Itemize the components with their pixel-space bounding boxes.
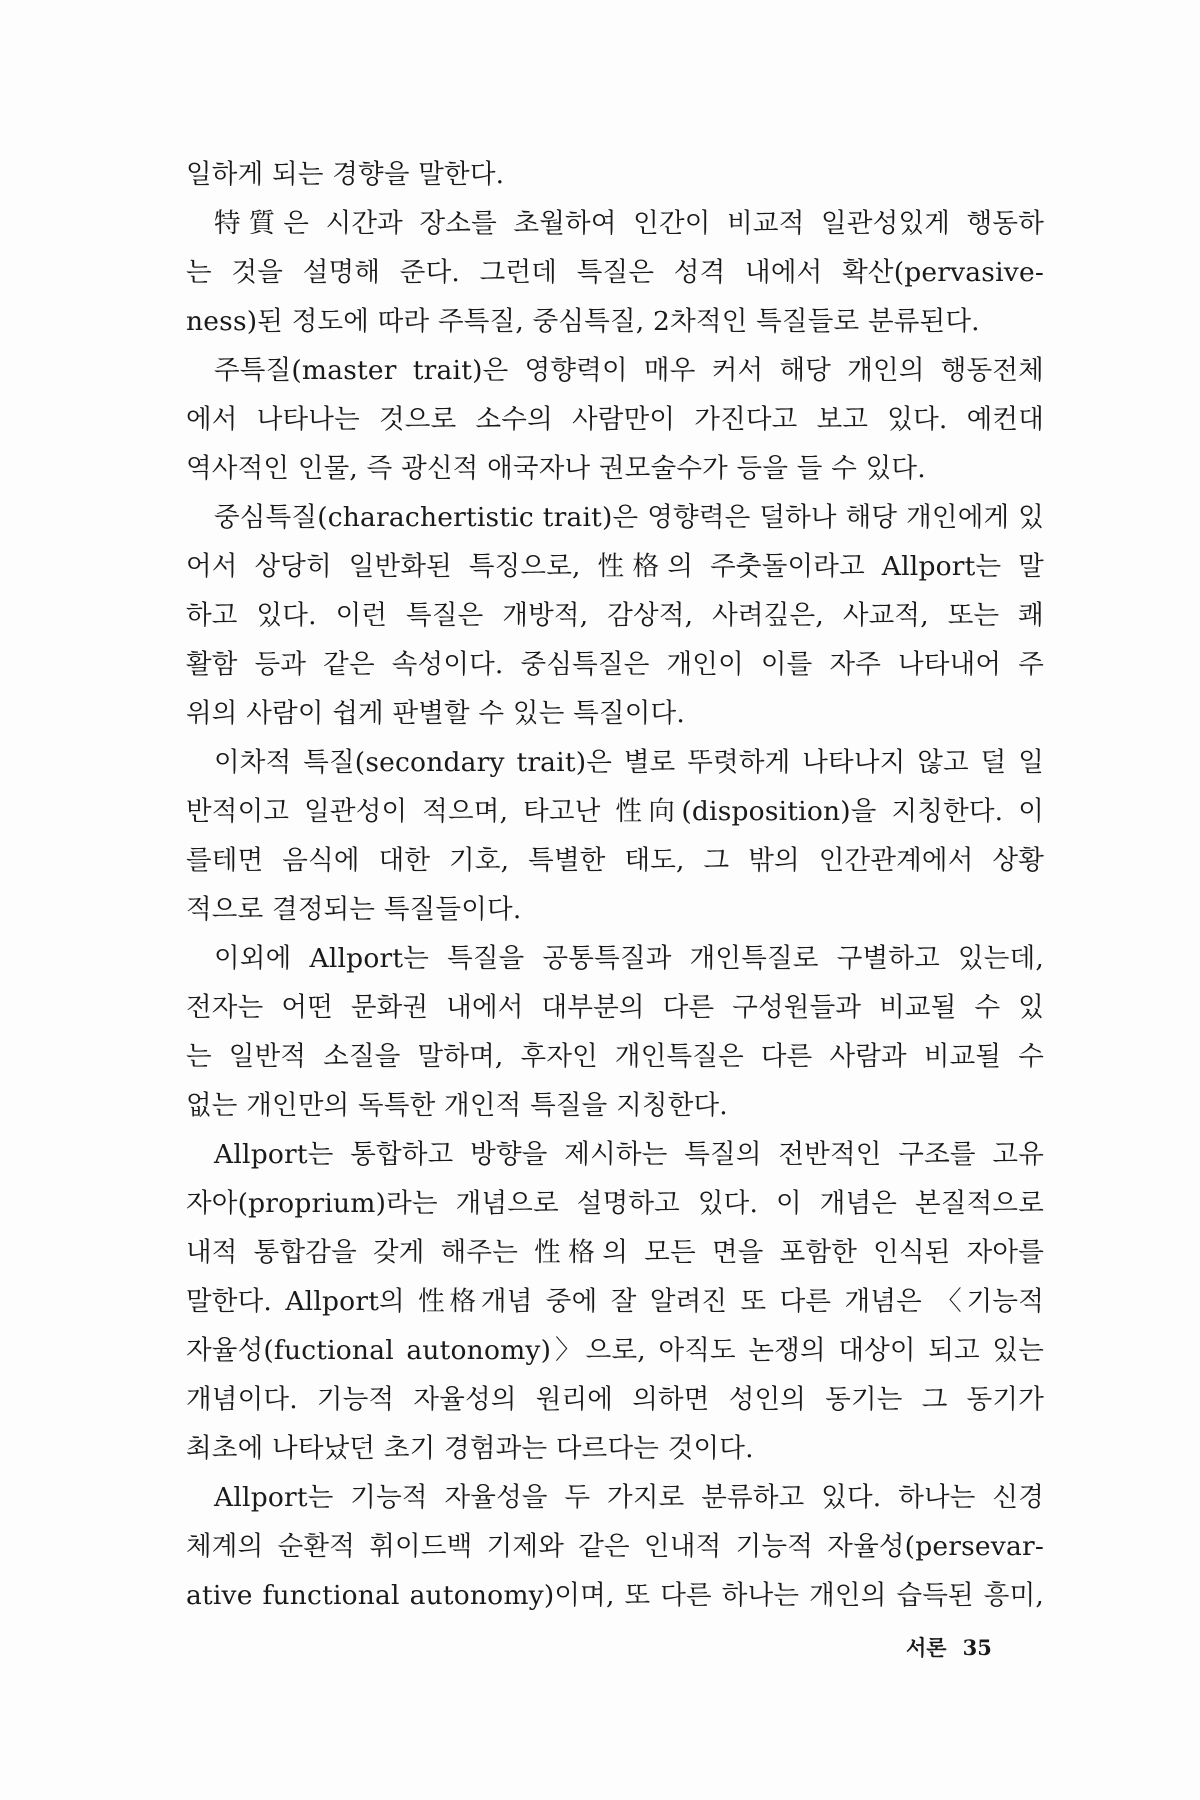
text-line: 말한다. Allport의 性格개념 중에 잘 알려진 또 다른 개념은 〈기능적: [186, 1286, 1044, 1317]
text-line: 주특질(master trait)은 영향력이 매우 커서 해당 개인의 행동전체: [214, 355, 1044, 386]
text-line: 를테면 음식에 대한 기호, 특별한 태도, 그 밖의 인간관계에서 상황: [186, 845, 1044, 876]
text-line: 위의 사람이 쉽게 판별할 수 있는 특질이다.: [186, 698, 685, 729]
text-line: 자율성(fuctional autonomy)〉으로, 아직도 논쟁의 대상이 되고 있는: [186, 1335, 1044, 1366]
page-number: 35: [962, 1634, 992, 1660]
text-line: 체계의 순환적 휘이드백 기제와 같은 인내적 기능적 자율성(persevar-: [186, 1531, 1044, 1562]
text-line: Allport는 통합하고 방향을 제시하는 특질의 전반적인 구조를 고유: [214, 1139, 1044, 1170]
text-line: 개념이다. 기능적 자율성의 원리에 의하면 성인의 동기는 그 동기가: [186, 1384, 1044, 1415]
text-line: 特質은 시간과 장소를 초월하여 인간이 비교적 일관성있게 행동하: [214, 208, 1044, 239]
text-line: Allport는 기능적 자율성을 두 가지로 분류하고 있다. 하나는 신경: [214, 1482, 1044, 1513]
text-line: ness)된 정도에 따라 주특질, 중심특질, 2차적인 특질들로 분류된다.: [186, 306, 980, 337]
text-line: 이차적 특질(secondary trait)은 별로 뚜렷하게 나타나지 않고 덜 일: [214, 747, 1044, 778]
text-line: 활함 등과 같은 속성이다. 중심특질은 개인이 이를 자주 나타내어 주: [186, 649, 1044, 680]
body-text: [186, 150, 1044, 1620]
text-line: 이외에 Allport는 특질을 공통특질과 개인특질로 구별하고 있는데,: [214, 943, 1044, 974]
text-line: 적으로 결정되는 특질들이다.: [186, 894, 522, 925]
text-line: 반적이고 일관성이 적으며, 타고난 性向(disposition)을 지칭한다. 이: [186, 796, 1044, 827]
text-line: 자아(proprium)라는 개념으로 설명하고 있다. 이 개념은 본질적으로: [186, 1188, 1044, 1219]
text-line: 어서 상당히 일반화된 특징으로, 性格의 주춧돌이라고 Allport는 말: [186, 551, 1044, 582]
text-line: 없는 개인만의 독특한 개인적 특질을 지칭한다.: [186, 1090, 728, 1121]
text-line: 중심특질(charachertistic trait)은 영향력은 덜하나 해당 개인에게 있: [214, 502, 1044, 533]
text-line: 최초에 나타났던 초기 경험과는 다르다는 것이다.: [186, 1433, 754, 1464]
text-line: 역사적인 인물, 즉 광신적 애국자나 권모술수가 등을 들 수 있다.: [186, 453, 926, 484]
page-footer: [906, 1632, 1046, 1662]
text-line: ative functional autonomy)이며, 또 다른 하나는 개인의 습득된 흥미,: [186, 1580, 1044, 1611]
text-line: 에서 나타나는 것으로 소수의 사람만이 가진다고 보고 있다. 예컨대: [186, 404, 1044, 435]
text-line: 일하게 되는 경향을 말한다.: [186, 159, 505, 190]
text-line: 내적 통합감을 갖게 해주는 性格의 모든 면을 포함한 인식된 자아를: [186, 1237, 1044, 1268]
text-line: 하고 있다. 이런 특질은 개방적, 감상적, 사려깊은, 사교적, 또는 쾌: [186, 600, 1044, 631]
running-head: 서론: [906, 1635, 947, 1660]
text-line: 전자는 어떤 문화권 내에서 대부분의 다른 구성원들과 비교될 수 있: [186, 992, 1044, 1023]
text-line: 는 것을 설명해 준다. 그런데 특질은 성격 내에서 확산(pervasive-: [186, 257, 1044, 288]
text-line: 는 일반적 소질을 말하며, 후자인 개인특질은 다른 사람과 비교될 수: [186, 1041, 1044, 1072]
